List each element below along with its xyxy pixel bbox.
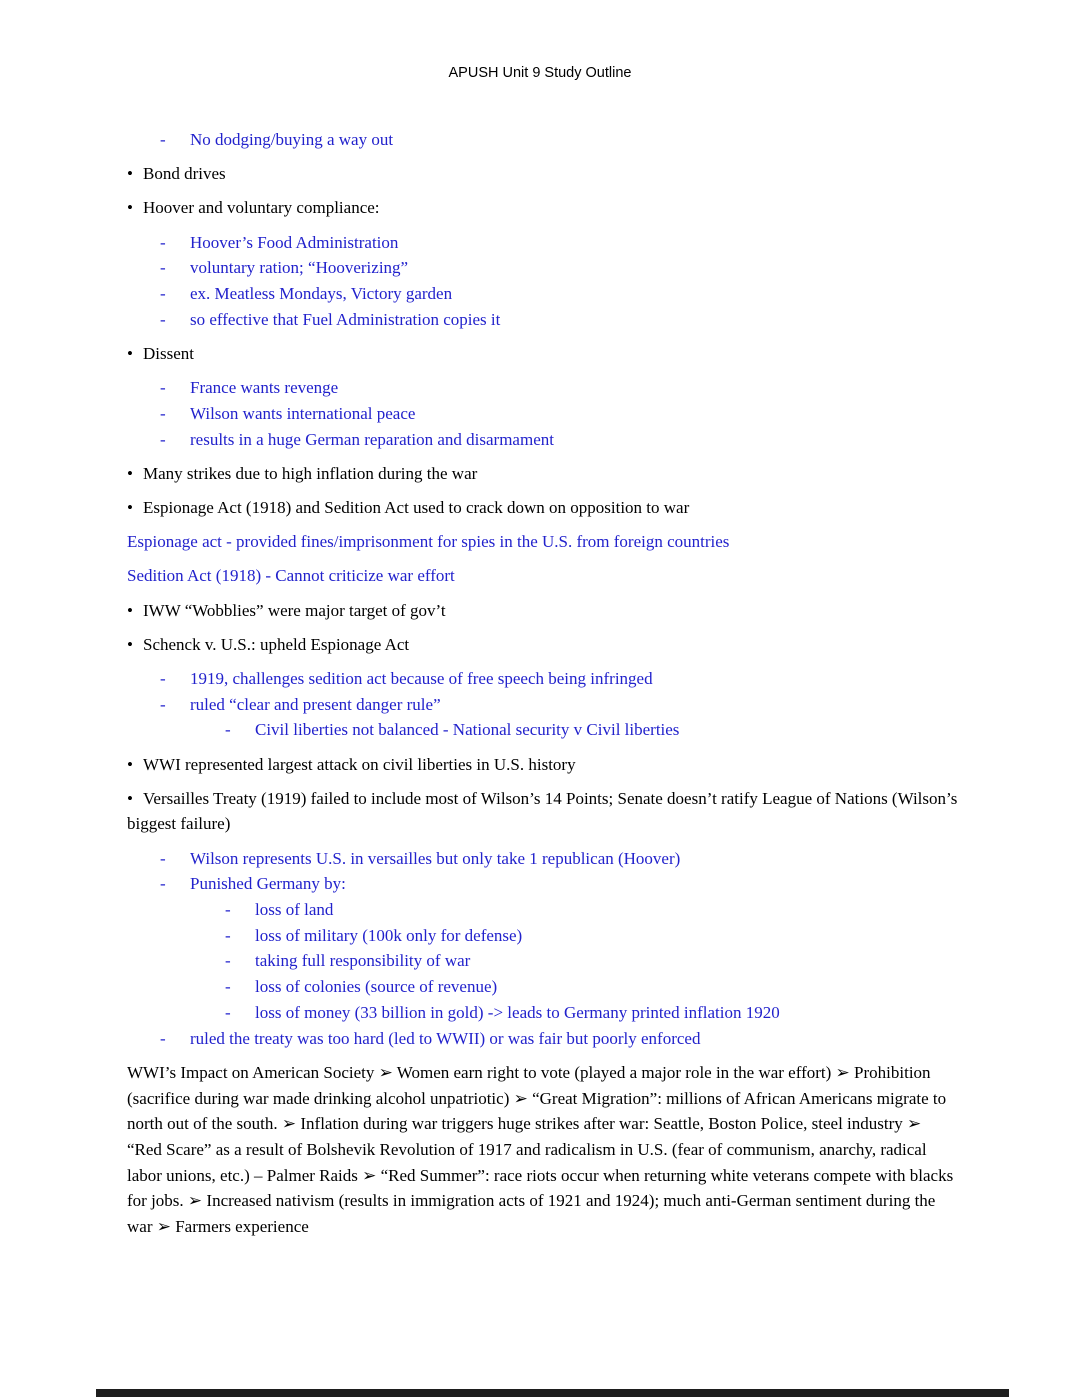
document-line	[127, 871, 960, 897]
document-line	[127, 495, 960, 521]
dash-marker: -	[225, 951, 231, 971]
line-text: Espionage Act (1918) and Sedition Act used to crack down on opposition to war	[143, 497, 690, 517]
document-line	[127, 974, 960, 1000]
dash-marker: -	[160, 694, 166, 714]
document-line	[127, 341, 960, 367]
document-line	[127, 948, 960, 974]
document-line	[127, 717, 960, 743]
line-text: France wants revenge	[190, 378, 339, 398]
document-line	[127, 563, 960, 589]
line-text: loss of money (33 billion in gold) -> leads to Germany printed inflation 1920	[255, 1002, 780, 1022]
document-line	[127, 1000, 960, 1026]
bullet-marker: •	[127, 600, 133, 620]
line-text: loss of land	[255, 900, 334, 920]
page-title: APUSH Unit 9 Study Outline	[448, 65, 632, 81]
dash-marker: -	[225, 900, 231, 920]
dash-marker: -	[225, 977, 231, 997]
line-text: Hoover and voluntary compliance:	[143, 198, 380, 218]
dash-marker: -	[160, 668, 166, 688]
dash-marker: -	[160, 848, 166, 868]
line-text: Many strikes due to high inflation during the war	[143, 463, 478, 483]
line-text: taking full responsibility of war	[255, 951, 471, 971]
line-text: so effective that Fuel Administration copies it	[190, 309, 501, 329]
document-line	[127, 598, 960, 624]
line-text: Versailles Treaty (1919) failed to include most of Wilson’s 14 Points; Senate doesn’t ratify League of Nations (Wilson’s biggest failure)	[127, 788, 958, 834]
document-line	[127, 897, 960, 923]
document-line	[127, 1026, 960, 1052]
line-text: loss of colonies (source of revenue)	[255, 977, 498, 997]
line-text: Schenck v. U.S.: upheld Espionage Act	[143, 634, 410, 654]
bullet-marker: •	[127, 463, 133, 483]
line-text: loss of military (100k only for defense)	[255, 925, 523, 945]
document-line	[127, 230, 960, 256]
dash-marker: -	[225, 925, 231, 945]
document-line	[127, 1060, 960, 1240]
dash-marker: -	[160, 309, 166, 329]
bullet-marker: •	[127, 634, 133, 654]
document-line	[127, 923, 960, 949]
document-line	[127, 461, 960, 487]
line-text: Punished Germany by:	[190, 874, 346, 894]
line-text: Civil liberties not balanced - National security v Civil liberties	[255, 720, 680, 740]
dash-marker: -	[225, 1002, 231, 1022]
bullet-marker: •	[127, 497, 133, 517]
bullet-marker: •	[127, 754, 133, 774]
document-line	[127, 632, 960, 658]
document-line	[127, 195, 960, 221]
document-line	[127, 255, 960, 281]
document-line	[127, 529, 960, 555]
line-text: Bond drives	[143, 164, 226, 184]
document-content	[0, 127, 1080, 1240]
document-line	[127, 401, 960, 427]
dash-marker: -	[160, 1028, 166, 1048]
document-line	[127, 375, 960, 401]
line-text: voluntary ration; “Hooverizing”	[190, 258, 409, 278]
bullet-marker: •	[127, 343, 133, 363]
line-text: Sedition Act (1918) - Cannot criticize war effort	[127, 566, 455, 586]
document-line	[127, 127, 960, 153]
line-text: No dodging/buying a way out	[190, 130, 394, 149]
bullet-marker: •	[127, 198, 133, 218]
document-line	[127, 846, 960, 872]
document-line	[127, 666, 960, 692]
line-text: ruled “clear and present danger rule”	[190, 694, 441, 714]
document-line	[127, 786, 960, 837]
dash-marker: -	[225, 720, 231, 740]
document-line	[127, 307, 960, 333]
document-line	[127, 161, 960, 187]
viewer-dark-strip	[96, 1389, 1009, 1397]
dash-marker: -	[160, 232, 166, 252]
document-line	[127, 427, 960, 453]
line-text: ruled the treaty was too hard (led to WWII) or was fair but poorly enforced	[190, 1028, 701, 1048]
line-text: WWI represented largest attack on civil liberties in U.S. history	[143, 754, 576, 774]
line-text: results in a huge German reparation and disarmament	[190, 429, 554, 449]
dash-marker: -	[160, 130, 166, 149]
line-text: ex. Meatless Mondays, Victory garden	[190, 284, 453, 304]
dash-marker: -	[160, 429, 166, 449]
dash-marker: -	[160, 284, 166, 304]
line-text: Wilson represents U.S. in versailles but only take 1 republican (Hoover)	[190, 848, 681, 868]
line-text: Dissent	[143, 343, 194, 363]
document-line	[127, 281, 960, 307]
line-text: WWI’s Impact on American Society ➢ Women earn right to vote (played a major role in the war effort) ➢ Prohibition (sacrifice during war made drinking alcohol unpatriotic) ➢ “Great Migration”: millions of African Americans migrate to north out of the south. ➢ Inflation during war triggers huge strikes after war: Seattle, Boston Police, steel industry ➢ “Red Scare” as a result of Bolshevik Revolution of 1917 and radicalism in U.S. (fear of communism, anarchy, radical labor unions, etc.) – Palmer Raids ➢ “Red Summer”: race riots occur when returning white veterans compete with blacks for jobs. ➢ Increased nativism (results in immigration acts of 1921 and 1924); much anti-German sentiment during the war ➢ Farmers experience	[127, 1062, 954, 1237]
document-line	[127, 692, 960, 718]
dash-marker: -	[160, 258, 166, 278]
line-text: 1919, challenges sedition act because of free speech being infringed	[190, 668, 653, 688]
bullet-marker: •	[127, 788, 133, 808]
dash-marker: -	[160, 378, 166, 398]
bullet-marker: •	[127, 164, 133, 184]
line-text: Wilson wants international peace	[190, 403, 416, 423]
dash-marker: -	[160, 403, 166, 423]
dash-marker: -	[160, 874, 166, 894]
line-text: IWW “Wobblies” were major target of gov’t	[143, 600, 446, 620]
line-text: Hoover’s Food Administration	[190, 232, 399, 252]
line-text: Espionage act - provided fines/imprisonment for spies in the U.S. from foreign countries	[127, 532, 730, 552]
document-line	[127, 752, 960, 778]
